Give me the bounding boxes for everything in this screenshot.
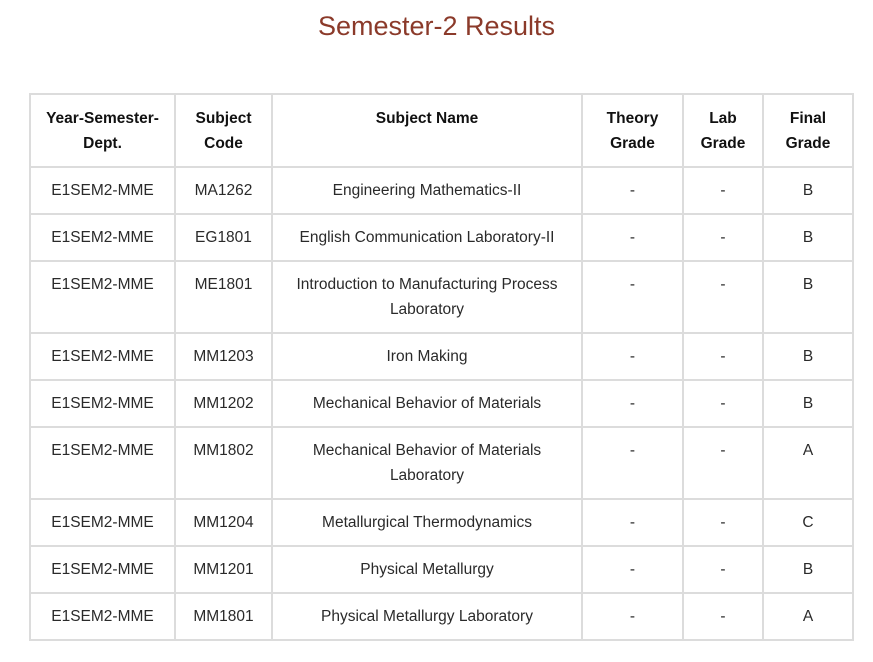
cell-final-grade: A <box>763 593 853 640</box>
cell-subject-code: MM1201 <box>175 546 272 593</box>
cell-subject-code: ME1801 <box>175 261 272 333</box>
cell-subject-code: MM1202 <box>175 380 272 427</box>
cell-year-semester-dept: E1SEM2-MME <box>30 380 175 427</box>
cell-subject-name: Physical Metallurgy <box>272 546 582 593</box>
cell-year-semester-dept: E1SEM2-MME <box>30 167 175 214</box>
cell-lab-grade: - <box>683 333 763 380</box>
cell-subject-name: Introduction to Manufacturing Process Laboratory <box>272 261 582 333</box>
cell-theory-grade: - <box>582 261 683 333</box>
cell-subject-name: Iron Making <box>272 333 582 380</box>
cell-subject-code: MA1262 <box>175 167 272 214</box>
table-row <box>30 214 853 261</box>
table-row <box>30 499 853 546</box>
table-row <box>30 427 853 499</box>
cell-subject-name: Physical Metallurgy Laboratory <box>272 593 582 640</box>
cell-theory-grade: - <box>582 546 683 593</box>
cell-year-semester-dept: E1SEM2-MME <box>30 427 175 499</box>
cell-final-grade: C <box>763 499 853 546</box>
table-header-row <box>30 94 853 167</box>
cell-lab-grade: - <box>683 546 763 593</box>
cell-subject-code: EG1801 <box>175 214 272 261</box>
header-subject-name: Subject Name <box>272 94 582 167</box>
table-row <box>30 593 853 640</box>
cell-theory-grade: - <box>582 333 683 380</box>
header-subject-code: Subject Code <box>175 94 272 167</box>
cell-subject-name: English Communication Laboratory-II <box>272 214 582 261</box>
table-row <box>30 333 853 380</box>
cell-subject-name: Metallurgical Thermodynamics <box>272 499 582 546</box>
cell-final-grade: B <box>763 261 853 333</box>
header-lab-grade: Lab Grade <box>683 94 763 167</box>
cell-year-semester-dept: E1SEM2-MME <box>30 593 175 640</box>
cell-subject-code: MM1203 <box>175 333 272 380</box>
page-title: Semester-2 Results <box>317 11 556 41</box>
cell-final-grade: A <box>763 427 853 499</box>
cell-final-grade: B <box>763 214 853 261</box>
cell-year-semester-dept: E1SEM2-MME <box>30 546 175 593</box>
cell-theory-grade: - <box>582 214 683 261</box>
cell-lab-grade: - <box>683 593 763 640</box>
table-row <box>30 261 853 333</box>
cell-theory-grade: - <box>582 593 683 640</box>
cell-year-semester-dept: E1SEM2-MME <box>30 333 175 380</box>
cell-lab-grade: - <box>683 499 763 546</box>
header-final-grade: Final Grade <box>763 94 853 167</box>
cell-year-semester-dept: E1SEM2-MME <box>30 214 175 261</box>
cell-subject-name: Engineering Mathematics-II <box>272 167 582 214</box>
cell-lab-grade: - <box>683 427 763 499</box>
cell-year-semester-dept: E1SEM2-MME <box>30 499 175 546</box>
cell-subject-code: MM1204 <box>175 499 272 546</box>
table-row <box>30 380 853 427</box>
cell-lab-grade: - <box>683 380 763 427</box>
cell-lab-grade: - <box>683 261 763 333</box>
cell-lab-grade: - <box>683 167 763 214</box>
cell-final-grade: B <box>763 333 853 380</box>
cell-theory-grade: - <box>582 427 683 499</box>
results-table <box>29 93 854 641</box>
cell-subject-name: Mechanical Behavior of Materials <box>272 380 582 427</box>
header-theory-grade: Theory Grade <box>582 94 683 167</box>
cell-final-grade: B <box>763 167 853 214</box>
cell-lab-grade: - <box>683 214 763 261</box>
cell-final-grade: B <box>763 546 853 593</box>
cell-theory-grade: - <box>582 499 683 546</box>
table-row <box>30 167 853 214</box>
cell-theory-grade: - <box>582 380 683 427</box>
cell-year-semester-dept: E1SEM2-MME <box>30 261 175 333</box>
cell-subject-code: MM1802 <box>175 427 272 499</box>
cell-subject-code: MM1801 <box>175 593 272 640</box>
cell-subject-name: Mechanical Behavior of Materials Laboratory <box>272 427 582 499</box>
cell-theory-grade: - <box>582 167 683 214</box>
table-row <box>30 546 853 593</box>
cell-final-grade: B <box>763 380 853 427</box>
header-year-semester-dept: Year-Semester-Dept. <box>30 94 175 167</box>
